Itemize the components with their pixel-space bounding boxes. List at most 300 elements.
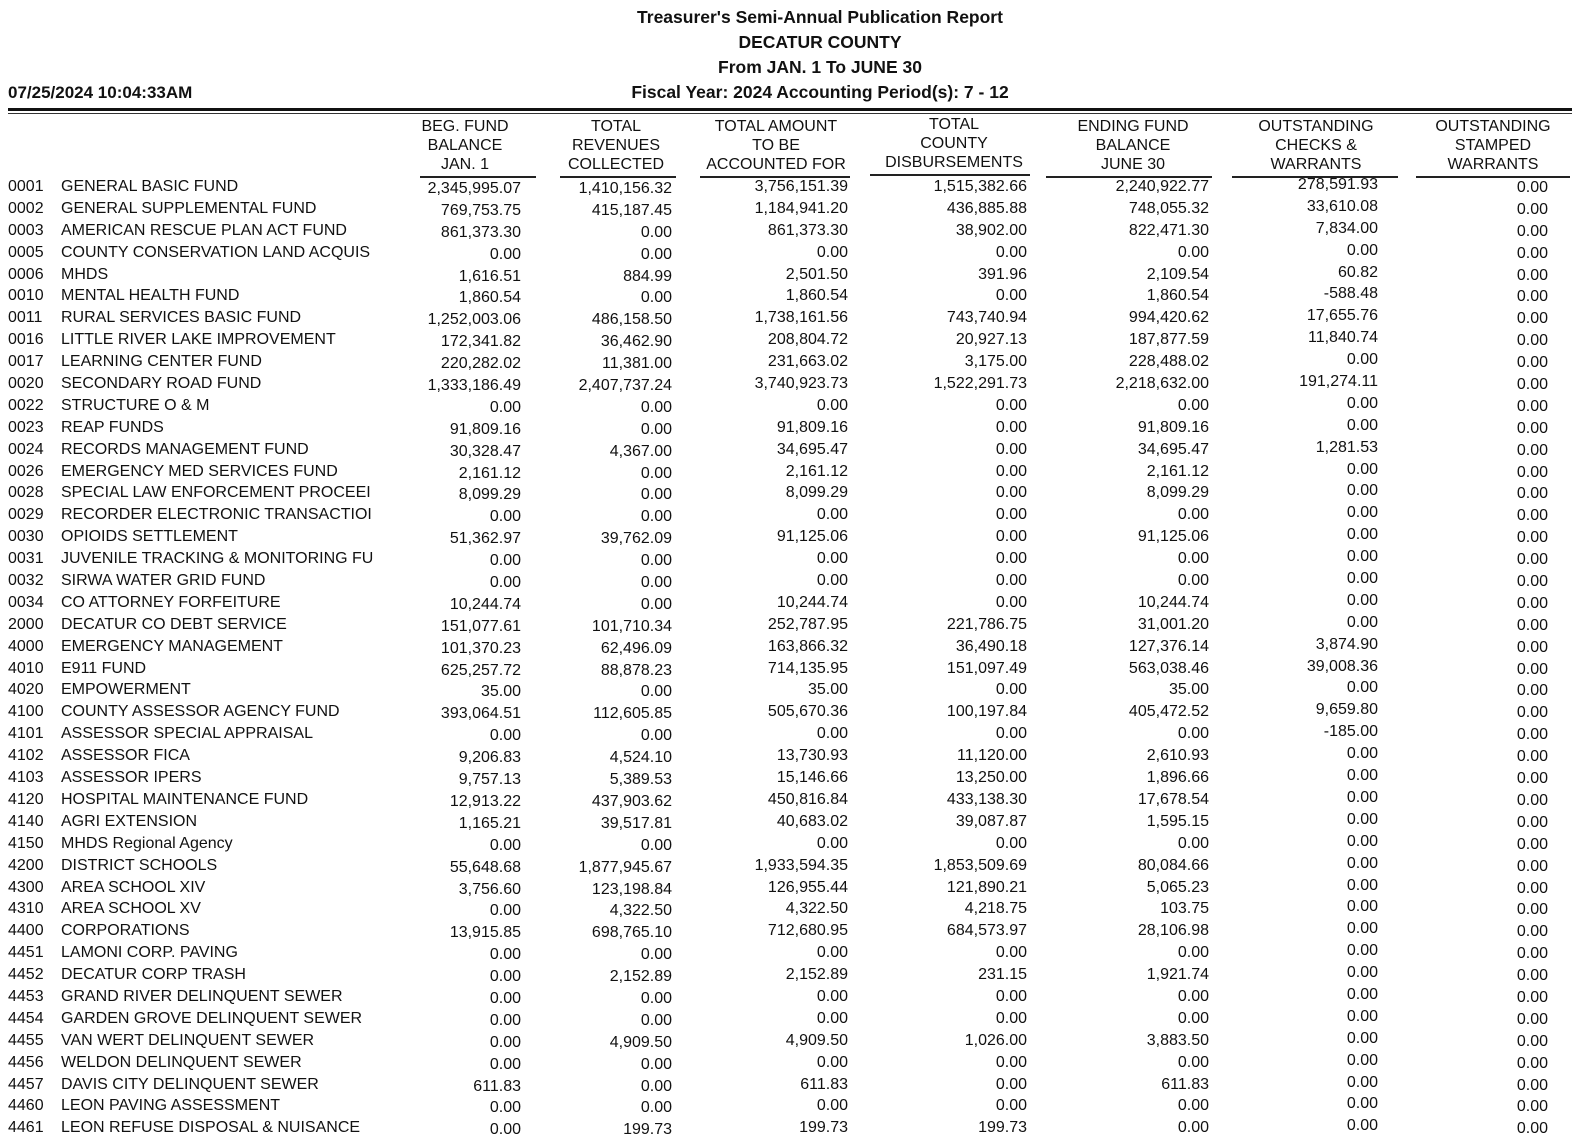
- beg-balance: 172,341.82: [440, 333, 521, 351]
- fund-code: 4102: [8, 747, 44, 765]
- fund-name: EMERGENCY MANAGEMENT: [61, 637, 283, 655]
- stamped-warrants: 0.00: [1516, 748, 1548, 766]
- ending-balance: 2,240,922.77: [1115, 178, 1209, 195]
- outstanding-checks: 0.00: [1346, 1095, 1378, 1113]
- disbursements: 121,890.21: [946, 878, 1027, 896]
- outstanding-checks: 0.00: [1346, 394, 1378, 412]
- outstanding-checks: 0.00: [1346, 416, 1378, 434]
- stamped-warrants: 0.00: [1516, 770, 1548, 788]
- outstanding-checks: 0.00: [1346, 482, 1378, 500]
- fund-code: 4454: [8, 1009, 44, 1027]
- fund-name: AMERICAN RESCUE PLAN ACT FUND: [61, 221, 347, 239]
- report-timestamp: 07/25/2024 10:04:33AM: [8, 83, 193, 102]
- stamped-warrants: 0.00: [1516, 791, 1548, 809]
- table-row: [0, 264, 1578, 286]
- revenues: 199.73: [623, 1121, 672, 1139]
- outstanding-checks: 60.82: [1337, 263, 1378, 281]
- fund-code: 0026: [8, 462, 44, 480]
- accounted-for: 2,501.50: [785, 265, 848, 283]
- table-row: [0, 220, 1578, 242]
- ending-balance: 31,001.20: [1137, 615, 1209, 633]
- outstanding-checks: 0.00: [1346, 832, 1378, 850]
- fund-code: 4000: [8, 637, 44, 655]
- table-row: [0, 570, 1578, 592]
- disbursements: 199.73: [978, 1119, 1027, 1137]
- table-row: [0, 1095, 1578, 1117]
- fund-name: LEON PAVING ASSESSMENT: [61, 1097, 281, 1115]
- disbursements: 0.00: [995, 1075, 1027, 1093]
- revenues: 0.00: [640, 398, 672, 416]
- revenues: 0.00: [640, 1011, 672, 1029]
- ending-balance: 0.00: [1177, 506, 1209, 524]
- stamped-warrants: 0.00: [1516, 835, 1548, 853]
- beg-balance: 55,648.68: [449, 858, 521, 876]
- table-row: [0, 920, 1578, 942]
- disbursements: 0.00: [995, 572, 1027, 590]
- header-rule-thin: [8, 113, 1572, 114]
- fund-name: COUNTY CONSERVATION LAND ACQUIS: [61, 243, 371, 261]
- outstanding-checks: 7,834.00: [1315, 219, 1378, 237]
- stamped-warrants: 0.00: [1516, 419, 1548, 437]
- revenues: 437,903.62: [591, 792, 672, 810]
- beg-balance: 35.00: [480, 683, 521, 701]
- table-row: [0, 1074, 1578, 1096]
- beg-balance: 0.00: [489, 946, 521, 964]
- fund-name: DISTRICT SCHOOLS: [61, 856, 218, 874]
- ending-balance: 0.00: [1177, 1097, 1209, 1115]
- fund-code: 0020: [8, 375, 44, 393]
- fund-name: DECATUR CORP TRASH: [61, 966, 246, 984]
- stamped-warrants: 0.00: [1516, 682, 1548, 700]
- ending-balance: 2,218,632.00: [1115, 375, 1209, 393]
- stamped-warrants: 0.00: [1516, 310, 1548, 328]
- fund-code: 4300: [8, 878, 44, 896]
- stamped-warrants: 0.00: [1516, 244, 1548, 262]
- stamped-warrants: 0.00: [1516, 638, 1548, 656]
- disbursements: 0.00: [995, 1009, 1027, 1027]
- revenues: 4,367.00: [609, 442, 672, 460]
- accounted-for: 35.00: [807, 681, 848, 699]
- disbursements: 0.00: [995, 440, 1027, 458]
- col-header-disbursements: TOTAL COUNTY DISBURSEMENTS: [885, 116, 1023, 171]
- beg-balance: 91,809.16: [449, 420, 521, 438]
- beg-balance: 0.00: [489, 1011, 521, 1029]
- beg-balance: 10,244.74: [449, 595, 521, 613]
- fund-name: COUNTY ASSESSOR AGENCY FUND: [61, 703, 340, 721]
- outstanding-checks: 0.00: [1346, 526, 1378, 544]
- fund-name: EMPOWERMENT: [61, 681, 191, 699]
- revenues: 0.00: [640, 574, 672, 592]
- fund-code: 0028: [8, 484, 44, 502]
- fund-code: 4103: [8, 769, 44, 787]
- table-row: [0, 877, 1578, 899]
- disbursements: 100,197.84: [946, 703, 1027, 721]
- fund-code: 4150: [8, 834, 44, 852]
- ending-balance: 563,038.46: [1128, 659, 1209, 677]
- stamped-warrants: 0.00: [1516, 288, 1548, 306]
- beg-balance: 0.00: [489, 727, 521, 745]
- revenues: 415,187.45: [591, 201, 672, 219]
- table-row: [0, 1008, 1578, 1030]
- accounted-for: 611.83: [800, 1075, 848, 1093]
- fund-name: OPIOIDS SETTLEMENT: [61, 528, 238, 546]
- disbursements: 0.00: [995, 418, 1027, 436]
- fund-code: 4461: [8, 1119, 44, 1137]
- fund-name: DAVIS CITY DELINQUENT SEWER: [61, 1075, 319, 1093]
- disbursements: 0.00: [995, 1097, 1027, 1115]
- disbursements: 436,885.88: [946, 199, 1027, 217]
- table-row: [0, 767, 1578, 789]
- outstanding-checks: 1,281.53: [1315, 438, 1378, 456]
- beg-balance: 0.00: [489, 989, 521, 1007]
- fund-name: RECORDS MANAGEMENT FUND: [61, 440, 309, 458]
- stamped-warrants: 0.00: [1516, 222, 1548, 240]
- fund-name: MHDS: [61, 265, 109, 283]
- fund-code: 0011: [8, 309, 43, 327]
- disbursements: 11,120.00: [957, 747, 1027, 765]
- table-row: [0, 176, 1578, 198]
- fund-name: JUVENILE TRACKING & MONITORING FU: [61, 550, 374, 568]
- fund-code: 4460: [8, 1097, 44, 1115]
- accounted-for: 0.00: [816, 1097, 848, 1115]
- table-row: [0, 745, 1578, 767]
- table-row: [0, 439, 1578, 461]
- accounted-for: 15,146.66: [776, 769, 848, 787]
- beg-balance: 0.00: [489, 1055, 521, 1073]
- accounted-for: 199.73: [799, 1119, 848, 1137]
- revenues: 0.00: [640, 420, 672, 438]
- disbursements: 0.00: [995, 550, 1027, 568]
- fund-name: E911 FUND: [61, 659, 147, 677]
- fund-code: 0017: [8, 353, 44, 371]
- disbursements: 0.00: [995, 725, 1027, 743]
- accounted-for: 252,787.95: [767, 615, 848, 633]
- fund-code: 0029: [8, 506, 44, 524]
- disbursements: 0.00: [995, 396, 1027, 414]
- beg-balance: 1,860.54: [458, 289, 521, 307]
- stamped-warrants: 0.00: [1516, 879, 1548, 897]
- fund-code: 0016: [8, 331, 44, 349]
- beg-balance: 1,616.51: [458, 267, 521, 285]
- beg-balance: 1,333,186.49: [427, 377, 521, 395]
- stamped-warrants: 0.00: [1516, 551, 1548, 569]
- fund-name: MHDS Regional Agency: [61, 834, 233, 852]
- table-row: [0, 285, 1578, 307]
- ending-balance: 3,883.50: [1146, 1031, 1209, 1049]
- ending-balance: 80,084.66: [1137, 856, 1209, 874]
- outstanding-checks: 0.00: [1346, 1007, 1378, 1025]
- stamped-warrants: 0.00: [1516, 813, 1548, 831]
- beg-balance: 12,913.22: [449, 792, 521, 810]
- outstanding-checks: 9,659.80: [1315, 701, 1378, 719]
- outstanding-checks: 0.00: [1346, 1051, 1378, 1069]
- outstanding-checks: 0.00: [1346, 1073, 1378, 1091]
- stamped-warrants: 0.00: [1516, 901, 1548, 919]
- beg-balance: 3,756.60: [458, 880, 521, 898]
- ending-balance: 1,860.54: [1146, 287, 1209, 305]
- table-row: [0, 811, 1578, 833]
- fund-code: 0005: [8, 243, 44, 261]
- fund-name: LEARNING CENTER FUND: [61, 353, 262, 371]
- stamped-warrants: 0.00: [1516, 1120, 1548, 1138]
- table-row: [0, 307, 1578, 329]
- stamped-warrants: 0.00: [1516, 573, 1548, 591]
- fund-name: GENERAL SUPPLEMENTAL FUND: [61, 199, 317, 217]
- stamped-warrants: 0.00: [1516, 179, 1548, 196]
- beg-balance: 0.00: [489, 508, 521, 526]
- accounted-for: 3,740,923.73: [754, 375, 848, 393]
- beg-balance: 0.00: [489, 245, 521, 263]
- stamped-warrants: 0.00: [1516, 857, 1548, 875]
- fund-code: 0022: [8, 396, 44, 414]
- disbursements: 4,218.75: [964, 900, 1027, 918]
- fund-name: ASSESSOR SPECIAL APPRAISAL: [61, 725, 313, 743]
- ending-balance: 994,420.62: [1128, 309, 1209, 327]
- fund-name: MENTAL HEALTH FUND: [61, 287, 240, 305]
- stamped-warrants: 0.00: [1516, 397, 1548, 415]
- disbursements: 0.00: [995, 944, 1027, 962]
- beg-balance: 0.00: [489, 1033, 521, 1051]
- beg-balance: 13,915.85: [449, 924, 521, 942]
- accounted-for: 0.00: [816, 987, 848, 1005]
- stamped-warrants: 0.00: [1516, 507, 1548, 525]
- outstanding-checks: 0.00: [1346, 767, 1378, 785]
- ending-balance: 17,678.54: [1137, 790, 1209, 808]
- fund-code: 2000: [8, 615, 44, 633]
- beg-balance: 0.00: [489, 902, 521, 920]
- fund-name: RURAL SERVICES BASIC FUND: [61, 309, 302, 327]
- outstanding-checks: 39,008.36: [1306, 657, 1378, 675]
- revenues: 88,878.23: [600, 661, 672, 679]
- beg-balance: 0.00: [489, 398, 521, 416]
- ending-balance: 1,921.74: [1146, 966, 1209, 984]
- outstanding-checks: 0.00: [1346, 788, 1378, 806]
- disbursements: 0.00: [995, 528, 1027, 546]
- fund-code: 4452: [8, 966, 44, 984]
- fund-name: AGRI EXTENSION: [61, 812, 198, 830]
- outstanding-checks: 0.00: [1346, 920, 1378, 938]
- table-row: [0, 942, 1578, 964]
- accounted-for: 0.00: [816, 834, 848, 852]
- fund-name: GRAND RIVER DELINQUENT SEWER: [61, 987, 343, 1005]
- table-row: [0, 592, 1578, 614]
- accounted-for: 1,860.54: [785, 287, 848, 305]
- table-row: [0, 658, 1578, 680]
- table-row: [0, 329, 1578, 351]
- beg-balance: 769,753.75: [440, 201, 521, 219]
- stamped-warrants: 0.00: [1516, 726, 1548, 744]
- fund-table: [0, 176, 1578, 1139]
- outstanding-checks: 0.00: [1346, 570, 1378, 588]
- accounted-for: 1,184,941.20: [754, 199, 848, 217]
- ending-balance: 2,161.12: [1146, 462, 1209, 480]
- outstanding-checks: 0.00: [1346, 351, 1378, 369]
- fund-name: LITTLE RIVER LAKE IMPROVEMENT: [61, 331, 336, 349]
- col-header-accounted: TOTAL AMOUNT TO BE ACCOUNTED FOR: [706, 118, 846, 173]
- accounted-for: 505,670.36: [767, 703, 848, 721]
- accounted-for: 126,955.44: [767, 878, 848, 896]
- accounted-for: 714,135.95: [767, 659, 848, 677]
- table-row: [0, 898, 1578, 920]
- ending-balance: 822,471.30: [1128, 221, 1209, 239]
- revenues: 0.00: [640, 1055, 672, 1073]
- fund-code: 4020: [8, 681, 44, 699]
- beg-balance: 0.00: [489, 574, 521, 592]
- fund-code: 0006: [8, 265, 44, 283]
- ending-balance: 187,877.59: [1128, 331, 1209, 349]
- ending-balance: 35.00: [1168, 681, 1209, 699]
- disbursements: 0.00: [995, 243, 1027, 261]
- outstanding-checks: 0.00: [1346, 591, 1378, 609]
- table-row: [0, 395, 1578, 417]
- fund-name: WELDON DELINQUENT SEWER: [61, 1053, 302, 1071]
- report-period: From JAN. 1 To JUNE 30: [718, 57, 922, 77]
- ending-balance: 0.00: [1177, 1009, 1209, 1027]
- outstanding-checks: 191,274.11: [1299, 373, 1378, 391]
- fund-name: SECONDARY ROAD FUND: [61, 375, 262, 393]
- disbursements: 20,927.13: [955, 331, 1027, 349]
- disbursements: 684,573.97: [946, 922, 1027, 940]
- accounted-for: 208,804.72: [767, 331, 848, 349]
- disbursements: 36,490.18: [955, 637, 1027, 655]
- accounted-for: 2,161.12: [785, 462, 848, 480]
- revenues: 0.00: [640, 223, 672, 241]
- table-row: [0, 242, 1578, 264]
- beg-balance: 861,373.30: [440, 223, 521, 241]
- accounted-for: 231,663.02: [767, 353, 848, 371]
- beg-balance: 0.00: [489, 1099, 521, 1117]
- table-row: [0, 548, 1578, 570]
- ending-balance: 8,099.29: [1146, 484, 1209, 502]
- stamped-warrants: 0.00: [1516, 988, 1548, 1006]
- accounted-for: 163,866.32: [767, 637, 848, 655]
- ending-balance: 127,376.14: [1128, 637, 1209, 655]
- disbursements: 0.00: [995, 287, 1027, 305]
- table-row: [0, 723, 1578, 745]
- fund-code: 4140: [8, 812, 44, 830]
- accounted-for: 4,909.50: [785, 1031, 848, 1049]
- beg-balance: 0.00: [489, 552, 521, 570]
- revenues: 0.00: [640, 1099, 672, 1117]
- disbursements: 433,138.30: [946, 790, 1027, 808]
- disbursements: 0.00: [995, 1053, 1027, 1071]
- header-rule: [8, 108, 1572, 111]
- stamped-warrants: 0.00: [1516, 1054, 1548, 1072]
- ending-balance: 103.75: [1160, 900, 1209, 918]
- col-header-ending-balance: ENDING FUND BALANCE JUNE 30: [1077, 118, 1189, 173]
- accounted-for: 0.00: [816, 1053, 848, 1071]
- fund-name: AREA SCHOOL XIV: [61, 878, 206, 896]
- table-row: [0, 789, 1578, 811]
- fund-name: REAP FUNDS: [61, 418, 164, 436]
- outstanding-checks: -185.00: [1323, 723, 1378, 741]
- fund-name: CORPORATIONS: [61, 922, 190, 940]
- stamped-warrants: 0.00: [1516, 967, 1548, 985]
- fund-code: 0030: [8, 528, 44, 546]
- beg-balance: 393,064.51: [440, 705, 521, 723]
- fund-name: ASSESSOR IPERS: [61, 769, 202, 787]
- outstanding-checks: 0.00: [1346, 460, 1378, 478]
- fund-code: 0003: [8, 221, 44, 239]
- outstanding-checks: 0.00: [1346, 1029, 1378, 1047]
- col-header-outstanding-checks: OUTSTANDING CHECKS & WARRANTS: [1258, 118, 1374, 173]
- disbursements: 231.15: [978, 966, 1027, 984]
- outstanding-checks: 0.00: [1346, 898, 1378, 916]
- fund-code: 4120: [8, 790, 44, 808]
- outstanding-checks: 0.00: [1346, 548, 1378, 566]
- outstanding-checks: 0.00: [1346, 964, 1378, 982]
- disbursements: 0.00: [995, 462, 1027, 480]
- stamped-warrants: 0.00: [1516, 354, 1548, 372]
- accounted-for: 0.00: [816, 396, 848, 414]
- stamped-warrants: 0.00: [1516, 332, 1548, 350]
- disbursements: 221,786.75: [946, 615, 1027, 633]
- ending-balance: 0.00: [1177, 1119, 1209, 1137]
- disbursements: 0.00: [995, 681, 1027, 699]
- fund-name: AREA SCHOOL XV: [61, 900, 201, 918]
- stamped-warrants: 0.00: [1516, 266, 1548, 284]
- disbursements: 0.00: [995, 506, 1027, 524]
- revenues: 11,381.00: [602, 355, 672, 373]
- table-row: [0, 526, 1578, 548]
- stamped-warrants: 0.00: [1516, 1076, 1548, 1094]
- accounted-for: 34,695.47: [776, 440, 848, 458]
- ending-balance: 0.00: [1177, 944, 1209, 962]
- revenues: 2,407,737.24: [578, 377, 672, 395]
- disbursements: 391.96: [978, 265, 1027, 283]
- revenues: 4,524.10: [609, 749, 672, 767]
- ending-balance: 34,695.47: [1137, 440, 1209, 458]
- revenues: 36,462.90: [600, 333, 672, 351]
- accounted-for: 4,322.50: [785, 900, 848, 918]
- accounted-for: 0.00: [816, 1009, 848, 1027]
- beg-balance: 2,345,995.07: [427, 180, 521, 197]
- revenues: 0.00: [640, 1077, 672, 1095]
- table-row: [0, 614, 1578, 636]
- table-row: [0, 855, 1578, 877]
- outstanding-checks: -588.48: [1323, 285, 1378, 303]
- ending-balance: 1,896.66: [1146, 769, 1209, 787]
- accounted-for: 10,244.74: [776, 593, 848, 611]
- fund-code: 4200: [8, 856, 44, 874]
- accounted-for: 0.00: [816, 572, 848, 590]
- outstanding-checks: 0.00: [1346, 810, 1378, 828]
- disbursements: 1,515,382.66: [933, 178, 1027, 195]
- revenues: 4,909.50: [609, 1033, 672, 1051]
- fund-code: 4457: [8, 1075, 44, 1093]
- table-row: [0, 198, 1578, 220]
- table-row: [0, 636, 1578, 658]
- fund-name: SPECIAL LAW ENFORCEMENT PROCEEI: [61, 484, 371, 502]
- ending-balance: 0.00: [1177, 396, 1209, 414]
- beg-balance: 0.00: [489, 968, 521, 986]
- fund-name: LAMONI CORP. PAVING: [61, 944, 238, 962]
- fund-name: GENERAL BASIC FUND: [61, 178, 239, 195]
- ending-balance: 0.00: [1177, 243, 1209, 261]
- fund-name: DECATUR CO DEBT SERVICE: [61, 615, 287, 633]
- disbursements: 3,175.00: [964, 353, 1027, 371]
- stamped-warrants: 0.00: [1516, 485, 1548, 503]
- fund-name: EMERGENCY MED SERVICES FUND: [61, 462, 338, 480]
- outstanding-checks: 11,840.74: [1308, 329, 1378, 347]
- disbursements: 743,740.94: [946, 309, 1027, 327]
- outstanding-checks: 0.00: [1346, 876, 1378, 894]
- revenues: 0.00: [640, 683, 672, 701]
- disbursements: 13,250.00: [955, 769, 1027, 787]
- revenues: 1,877,945.67: [578, 858, 672, 876]
- fund-code: 0001: [8, 178, 44, 195]
- revenues: 698,765.10: [591, 924, 672, 942]
